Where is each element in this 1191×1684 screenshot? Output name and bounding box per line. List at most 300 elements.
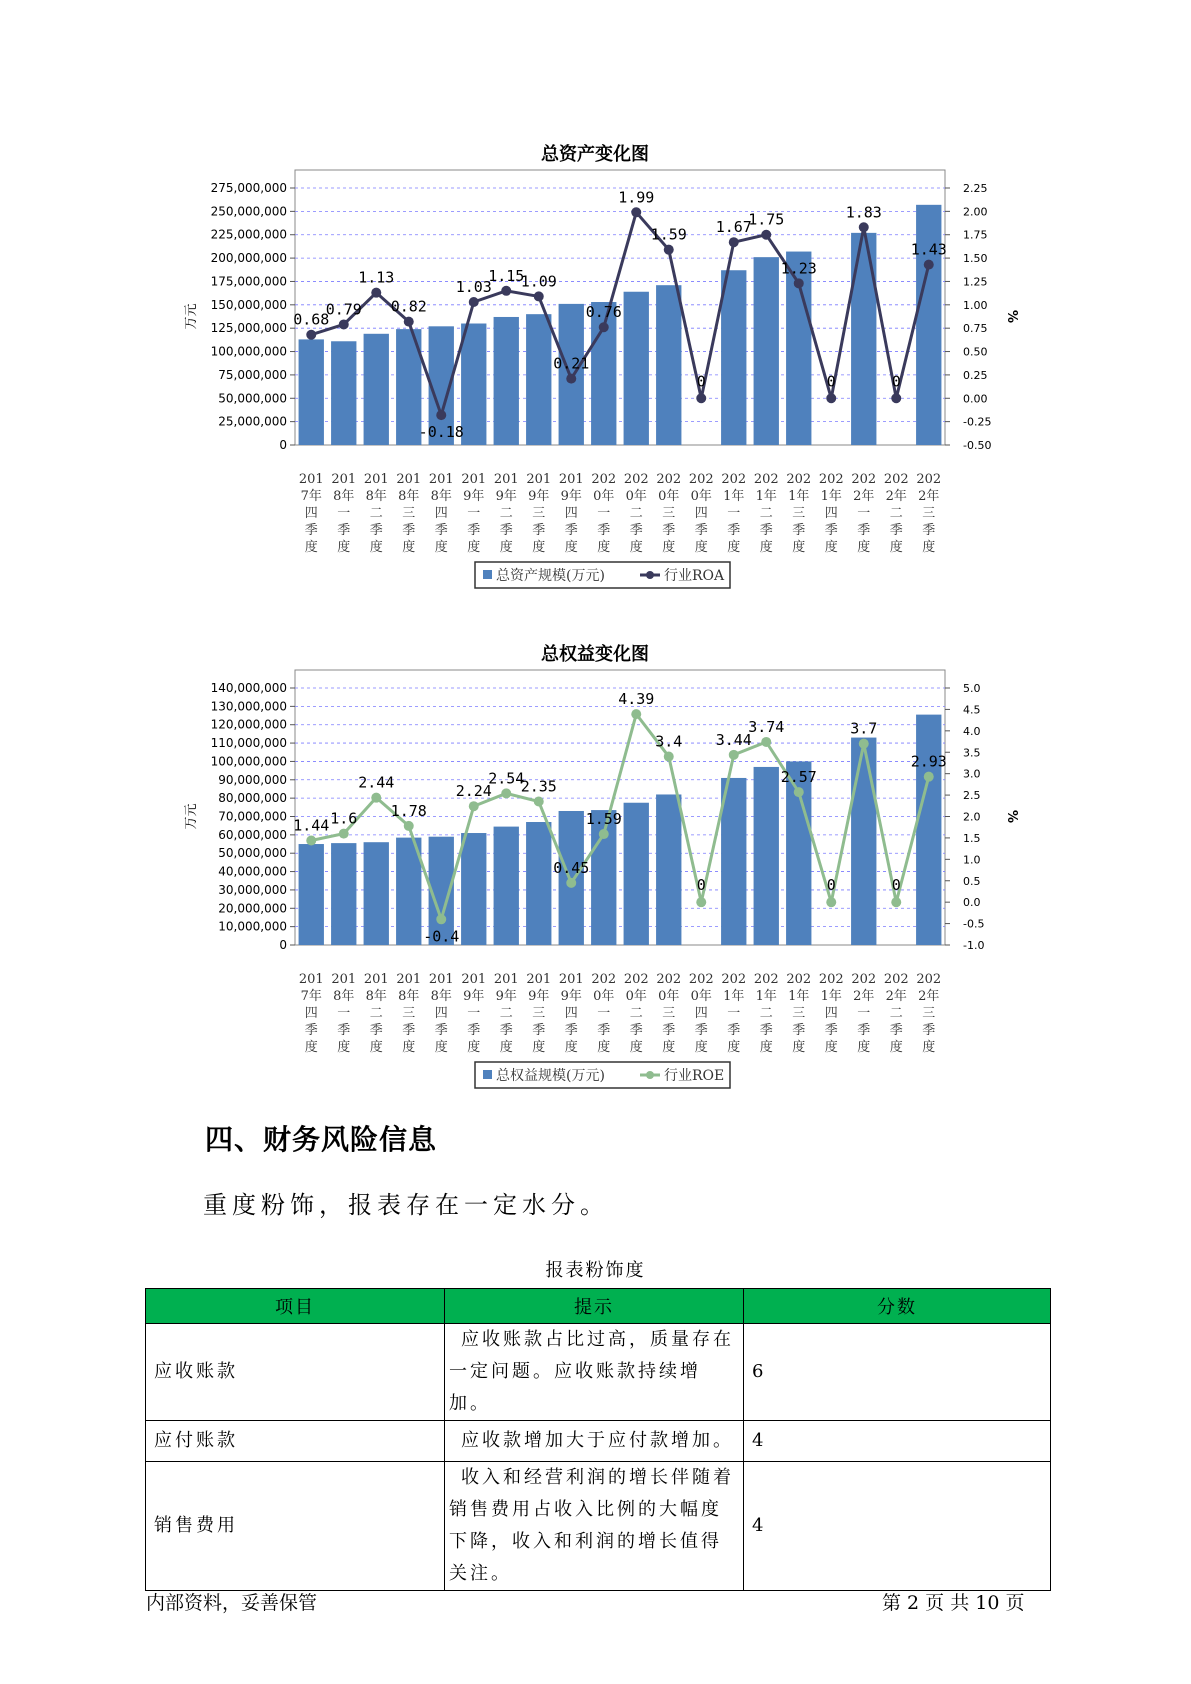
line-point bbox=[566, 374, 576, 384]
category-label: 季 bbox=[727, 1023, 741, 1038]
category-label: 202 bbox=[916, 972, 942, 987]
total-assets-chart-svg bbox=[0, 130, 1191, 590]
row-hint: 收入和经营利润的增长伴随着销售费用占收入比例的大幅度下降，收入和利润的增长值得关注。 bbox=[445, 1462, 744, 1591]
bar bbox=[851, 233, 876, 445]
data-label: 1.59 bbox=[650, 225, 687, 244]
data-label: 3.4 bbox=[655, 732, 683, 751]
right-tick-label: -1.0 bbox=[963, 939, 985, 952]
category-label: 度 bbox=[597, 540, 611, 555]
category-label: 四 bbox=[434, 1006, 448, 1021]
left-tick-label: 125,000,000 bbox=[210, 321, 287, 336]
bar bbox=[364, 842, 389, 945]
category-label: 201 bbox=[461, 972, 487, 987]
category-label: 一 bbox=[727, 1006, 741, 1021]
category-label: 度 bbox=[532, 540, 546, 555]
category-label: 度 bbox=[727, 540, 741, 555]
category-label: 三 bbox=[922, 506, 936, 521]
line-point bbox=[436, 914, 446, 924]
category-label: 四 bbox=[564, 506, 578, 521]
line-point bbox=[404, 821, 414, 831]
line-point bbox=[924, 772, 934, 782]
data-label: 3.74 bbox=[748, 717, 785, 736]
category-label: 季 bbox=[499, 523, 513, 538]
category-label: 季 bbox=[759, 1023, 773, 1038]
left-tick-label: 100,000,000 bbox=[210, 344, 287, 359]
category-label: 一 bbox=[857, 1006, 871, 1021]
category-label: 三 bbox=[532, 506, 546, 521]
category-label: 四 bbox=[824, 1006, 838, 1021]
left-tick-label: 225,000,000 bbox=[210, 227, 287, 242]
right-tick-label: 2.00 bbox=[963, 205, 988, 219]
right-tick-label: 0.0 bbox=[963, 896, 981, 910]
line-point bbox=[729, 750, 739, 760]
category-label: 度 bbox=[369, 540, 383, 555]
category-label: 1年 bbox=[755, 489, 777, 504]
category-label: 度 bbox=[564, 540, 578, 555]
line-point bbox=[631, 709, 641, 719]
bar bbox=[526, 822, 551, 945]
category-label: 度 bbox=[824, 540, 838, 555]
bar bbox=[494, 827, 519, 945]
category-label: 二 bbox=[629, 1006, 643, 1021]
bar bbox=[721, 778, 746, 945]
left-tick-label: 30,000,000 bbox=[218, 882, 287, 897]
category-label: 季 bbox=[434, 1023, 448, 1038]
whitewash-table bbox=[145, 1288, 1051, 1591]
right-tick-label: 1.50 bbox=[963, 252, 988, 266]
line-point bbox=[469, 801, 479, 811]
category-label: 度 bbox=[532, 1040, 546, 1055]
category-label: 度 bbox=[759, 1040, 773, 1055]
category-label: 一 bbox=[857, 506, 871, 521]
category-label: 202 bbox=[883, 972, 909, 987]
category-label: 二 bbox=[369, 506, 383, 521]
data-label: 2.57 bbox=[780, 768, 817, 787]
right-tick-label: 0.00 bbox=[963, 392, 988, 406]
data-label: 2.35 bbox=[520, 777, 557, 796]
category-label: 季 bbox=[499, 1023, 513, 1038]
left-tick-label: 0 bbox=[279, 438, 287, 452]
category-label: 201 bbox=[526, 972, 552, 987]
right-tick-label: 1.0 bbox=[963, 853, 981, 867]
row-hint: 应收款增加大于应付款增加。 bbox=[445, 1421, 744, 1462]
category-label: 8年 bbox=[333, 489, 355, 504]
category-label: 三 bbox=[662, 1006, 676, 1021]
data-label: -0.4 bbox=[423, 927, 460, 946]
category-label: 0年 bbox=[625, 489, 647, 504]
category-label: 四 bbox=[694, 506, 708, 521]
left-tick-label: 120,000,000 bbox=[210, 717, 287, 732]
category-label: 度 bbox=[694, 540, 708, 555]
category-label: 季 bbox=[922, 1023, 936, 1038]
bar bbox=[754, 257, 779, 445]
category-label: 9年 bbox=[495, 489, 517, 504]
line-point bbox=[729, 237, 739, 247]
data-label: 1.15 bbox=[488, 266, 525, 285]
category-label: 季 bbox=[662, 1023, 676, 1038]
legend-bar-swatch bbox=[483, 570, 492, 579]
data-label: 1.78 bbox=[390, 801, 427, 820]
legend-line-label: 行业ROA bbox=[664, 568, 725, 584]
line-point bbox=[761, 737, 771, 747]
left-tick-label: 75,000,000 bbox=[218, 367, 287, 382]
right-tick-label: 5.0 bbox=[963, 682, 981, 695]
category-label: 季 bbox=[629, 1023, 643, 1038]
bar bbox=[331, 341, 356, 445]
category-label: 度 bbox=[597, 1040, 611, 1055]
bar bbox=[461, 833, 486, 945]
category-label: 季 bbox=[467, 523, 481, 538]
category-label: 季 bbox=[337, 523, 351, 538]
data-label: 4.39 bbox=[618, 690, 655, 709]
category-label: 202 bbox=[721, 472, 747, 487]
legend-line-marker bbox=[646, 1071, 654, 1079]
bar bbox=[916, 715, 941, 945]
category-label: 202 bbox=[623, 972, 649, 987]
left-tick-label: 60,000,000 bbox=[218, 827, 287, 842]
category-label: 季 bbox=[402, 1023, 416, 1038]
category-label: 8年 bbox=[398, 489, 420, 504]
category-label: 9年 bbox=[463, 989, 485, 1004]
category-label: 二 bbox=[759, 506, 773, 521]
bar bbox=[299, 339, 324, 445]
category-label: 202 bbox=[818, 972, 844, 987]
category-label: 季 bbox=[434, 523, 448, 538]
line-point bbox=[826, 897, 836, 907]
category-label: 四 bbox=[304, 506, 318, 521]
category-label: 季 bbox=[662, 523, 676, 538]
category-label: 度 bbox=[402, 1040, 416, 1055]
category-label: 三 bbox=[662, 506, 676, 521]
category-label: 度 bbox=[922, 1040, 936, 1055]
category-label: 一 bbox=[467, 1006, 481, 1021]
category-label: 9年 bbox=[528, 989, 550, 1004]
category-label: 四 bbox=[304, 1006, 318, 1021]
category-label: 一 bbox=[597, 506, 611, 521]
category-label: 季 bbox=[369, 1023, 383, 1038]
legend-line-label: 行业ROE bbox=[664, 1068, 725, 1084]
category-label: 季 bbox=[694, 1023, 708, 1038]
bar bbox=[851, 738, 876, 945]
data-label: 0 bbox=[696, 372, 706, 391]
bar bbox=[624, 292, 649, 445]
category-label: 202 bbox=[883, 472, 909, 487]
category-label: 202 bbox=[591, 972, 617, 987]
category-label: 0年 bbox=[690, 489, 712, 504]
category-label: 2年 bbox=[853, 989, 875, 1004]
right-tick-label: 1.25 bbox=[963, 275, 988, 289]
category-label: 季 bbox=[727, 523, 741, 538]
category-label: 201 bbox=[331, 972, 357, 987]
category-label: 季 bbox=[597, 1023, 611, 1038]
right-tick-label: 0.25 bbox=[963, 368, 988, 382]
category-label: 202 bbox=[818, 472, 844, 487]
total-equity-chart-svg bbox=[0, 630, 1191, 1090]
category-label: 8年 bbox=[365, 489, 387, 504]
chart-title: 总权益变化图 bbox=[541, 644, 649, 665]
right-tick-label: 1.5 bbox=[963, 831, 981, 845]
line-point bbox=[891, 393, 901, 403]
category-label: 202 bbox=[916, 472, 942, 487]
category-label: 202 bbox=[591, 472, 617, 487]
category-label: 0年 bbox=[658, 489, 680, 504]
left-tick-label: 110,000,000 bbox=[210, 736, 287, 751]
category-label: 四 bbox=[694, 1006, 708, 1021]
category-label: 202 bbox=[851, 472, 877, 487]
data-label: 2.24 bbox=[455, 782, 492, 801]
category-label: 度 bbox=[857, 540, 871, 555]
line-point bbox=[664, 752, 674, 762]
category-label: 度 bbox=[467, 1040, 481, 1055]
data-label: 1.59 bbox=[585, 810, 622, 829]
left-tick-label: 50,000,000 bbox=[218, 846, 287, 861]
category-label: 0年 bbox=[625, 989, 647, 1004]
line-point bbox=[501, 286, 511, 296]
category-label: 201 bbox=[331, 472, 357, 487]
right-tick-label: -0.50 bbox=[963, 439, 992, 452]
legend-line-marker bbox=[646, 571, 654, 579]
category-label: 202 bbox=[721, 972, 747, 987]
category-label: 度 bbox=[824, 1040, 838, 1055]
data-label: 1.67 bbox=[715, 218, 752, 237]
category-label: 季 bbox=[824, 523, 838, 538]
data-label: 0 bbox=[891, 876, 901, 895]
category-label: 202 bbox=[753, 972, 779, 987]
category-label: 一 bbox=[337, 1006, 351, 1021]
category-label: 二 bbox=[889, 1006, 903, 1021]
table-row bbox=[146, 1462, 1051, 1591]
footer-confidential: 内部资料，妥善保管 bbox=[146, 1592, 318, 1614]
category-label: 2年 bbox=[885, 989, 907, 1004]
category-label: 0年 bbox=[690, 989, 712, 1004]
left-tick-label: 90,000,000 bbox=[218, 772, 287, 787]
category-label: 8年 bbox=[365, 989, 387, 1004]
right-tick-label: -0.5 bbox=[963, 917, 985, 931]
right-tick-label: 4.0 bbox=[963, 724, 981, 738]
right-tick-label: 2.25 bbox=[963, 182, 988, 195]
header-hint: 提示 bbox=[445, 1289, 744, 1324]
category-label: 二 bbox=[499, 1006, 513, 1021]
line-point bbox=[534, 797, 544, 807]
category-label: 8年 bbox=[333, 989, 355, 1004]
category-label: 201 bbox=[461, 472, 487, 487]
data-label: 0 bbox=[826, 876, 836, 895]
category-label: 9年 bbox=[463, 489, 485, 504]
category-label: 度 bbox=[662, 540, 676, 555]
category-label: 202 bbox=[786, 472, 812, 487]
data-label: 0 bbox=[891, 372, 901, 391]
line-point bbox=[306, 835, 316, 845]
left-tick-label: 10,000,000 bbox=[218, 919, 287, 934]
row-item: 销售费用 bbox=[146, 1462, 445, 1591]
data-label: 0.68 bbox=[293, 310, 330, 329]
left-tick-label: 130,000,000 bbox=[210, 699, 287, 714]
row-item: 应收账款 bbox=[146, 1324, 445, 1421]
category-label: 季 bbox=[759, 523, 773, 538]
table-caption: 报表粉饰度 bbox=[545, 1260, 646, 1281]
category-label: 三 bbox=[792, 506, 806, 521]
left-tick-label: 80,000,000 bbox=[218, 791, 287, 806]
line-point bbox=[696, 393, 706, 403]
category-label: 1年 bbox=[788, 489, 810, 504]
line-point bbox=[469, 297, 479, 307]
data-label: 0 bbox=[826, 372, 836, 391]
category-label: 度 bbox=[564, 1040, 578, 1055]
data-label: 1.09 bbox=[520, 272, 557, 291]
category-label: 季 bbox=[532, 523, 546, 538]
header-item: 项目 bbox=[146, 1289, 445, 1324]
legend-bar-swatch bbox=[483, 1070, 492, 1079]
bar bbox=[656, 794, 681, 945]
category-label: 201 bbox=[363, 972, 389, 987]
category-label: 季 bbox=[304, 1023, 318, 1038]
bar bbox=[461, 324, 486, 445]
category-label: 1年 bbox=[820, 489, 842, 504]
line-point bbox=[599, 322, 609, 332]
category-label: 202 bbox=[656, 472, 682, 487]
category-label: 季 bbox=[889, 1023, 903, 1038]
category-label: 1年 bbox=[723, 489, 745, 504]
left-tick-label: 140,000,000 bbox=[210, 681, 287, 695]
data-label: 0.21 bbox=[553, 354, 590, 373]
line-point bbox=[306, 330, 316, 340]
bar bbox=[299, 844, 324, 945]
category-label: 0年 bbox=[593, 989, 615, 1004]
left-tick-label: 25,000,000 bbox=[218, 414, 287, 429]
category-label: 季 bbox=[629, 523, 643, 538]
header-score: 分数 bbox=[744, 1289, 1051, 1324]
right-tick-label: 1.00 bbox=[963, 298, 988, 312]
category-label: 度 bbox=[467, 540, 481, 555]
line-point bbox=[599, 829, 609, 839]
line-point bbox=[859, 222, 869, 232]
line-point bbox=[664, 245, 674, 255]
category-label: 四 bbox=[564, 1006, 578, 1021]
risk-summary-paragraph: 重度粉饰，报表存在一定水分。 bbox=[203, 1191, 609, 1219]
category-label: 一 bbox=[467, 506, 481, 521]
data-label: 1.43 bbox=[910, 240, 947, 259]
right-tick-label: -0.25 bbox=[963, 415, 992, 429]
category-label: 度 bbox=[499, 540, 513, 555]
category-label: 季 bbox=[467, 1023, 481, 1038]
category-label: 季 bbox=[597, 523, 611, 538]
left-tick-label: 250,000,000 bbox=[210, 204, 287, 219]
category-label: 三 bbox=[402, 1006, 416, 1021]
category-label: 度 bbox=[889, 540, 903, 555]
left-tick-label: 150,000,000 bbox=[210, 297, 287, 312]
category-label: 季 bbox=[922, 523, 936, 538]
data-label: -0.18 bbox=[418, 423, 464, 442]
category-label: 度 bbox=[792, 1040, 806, 1055]
category-label: 201 bbox=[526, 472, 552, 487]
category-label: 2年 bbox=[918, 989, 940, 1004]
category-label: 201 bbox=[298, 472, 324, 487]
right-tick-label: 0.5 bbox=[963, 874, 981, 888]
left-axis-unit: 万元 bbox=[184, 803, 199, 830]
category-label: 201 bbox=[558, 472, 584, 487]
category-label: 8年 bbox=[398, 989, 420, 1004]
table-header-row bbox=[146, 1289, 1051, 1324]
category-label: 度 bbox=[402, 540, 416, 555]
category-label: 季 bbox=[564, 523, 578, 538]
bar bbox=[494, 317, 519, 445]
category-label: 9年 bbox=[495, 989, 517, 1004]
category-label: 度 bbox=[889, 1040, 903, 1055]
category-label: 度 bbox=[857, 1040, 871, 1055]
category-label: 二 bbox=[499, 506, 513, 521]
category-label: 二 bbox=[889, 506, 903, 521]
category-label: 三 bbox=[402, 506, 416, 521]
data-label: 2.44 bbox=[358, 773, 395, 792]
category-label: 度 bbox=[792, 540, 806, 555]
category-label: 1年 bbox=[820, 989, 842, 1004]
category-label: 2年 bbox=[853, 489, 875, 504]
left-tick-label: 0 bbox=[279, 938, 287, 952]
line-point bbox=[339, 829, 349, 839]
category-label: 2年 bbox=[885, 489, 907, 504]
row-score: 4 bbox=[744, 1421, 1051, 1462]
data-label: 2.54 bbox=[488, 769, 525, 788]
bar bbox=[526, 314, 551, 445]
line-point bbox=[436, 410, 446, 420]
left-axis-unit: 万元 bbox=[184, 303, 199, 330]
right-tick-label: 4.5 bbox=[963, 703, 981, 717]
category-label: 度 bbox=[727, 1040, 741, 1055]
category-label: 201 bbox=[298, 972, 324, 987]
line-point bbox=[826, 393, 836, 403]
left-tick-label: 200,000,000 bbox=[210, 251, 287, 266]
line-point bbox=[501, 788, 511, 798]
category-label: 三 bbox=[922, 1006, 936, 1021]
category-label: 度 bbox=[304, 1040, 318, 1055]
category-label: 202 bbox=[851, 972, 877, 987]
data-label: 0.45 bbox=[553, 858, 590, 877]
bar bbox=[624, 803, 649, 945]
category-label: 四 bbox=[824, 506, 838, 521]
left-tick-label: 275,000,000 bbox=[210, 181, 287, 195]
line-point bbox=[794, 278, 804, 288]
left-tick-label: 40,000,000 bbox=[218, 864, 287, 879]
category-label: 度 bbox=[499, 1040, 513, 1055]
right-axis-unit: % bbox=[1004, 309, 1019, 324]
category-label: 201 bbox=[493, 972, 519, 987]
category-label: 度 bbox=[337, 1040, 351, 1055]
category-label: 7年 bbox=[300, 989, 322, 1004]
right-tick-label: 0.75 bbox=[963, 322, 988, 336]
bar bbox=[364, 334, 389, 445]
category-label: 季 bbox=[889, 523, 903, 538]
category-label: 一 bbox=[597, 1006, 611, 1021]
line-point bbox=[631, 207, 641, 217]
category-label: 季 bbox=[564, 1023, 578, 1038]
category-label: 度 bbox=[662, 1040, 676, 1055]
right-tick-label: 3.0 bbox=[963, 767, 981, 781]
category-label: 二 bbox=[759, 1006, 773, 1021]
category-label: 202 bbox=[688, 972, 714, 987]
category-label: 7年 bbox=[300, 489, 322, 504]
line-point bbox=[696, 897, 706, 907]
right-tick-label: 2.5 bbox=[963, 789, 981, 803]
line-point bbox=[566, 878, 576, 888]
category-label: 季 bbox=[857, 523, 871, 538]
bar bbox=[721, 270, 746, 445]
total-assets-chart bbox=[0, 130, 1191, 590]
table-row bbox=[146, 1421, 1051, 1462]
left-tick-label: 100,000,000 bbox=[210, 754, 287, 769]
legend-bar-label: 总资产规模(万元) bbox=[496, 568, 605, 584]
line-point bbox=[794, 787, 804, 797]
row-score: 6 bbox=[744, 1324, 1051, 1421]
